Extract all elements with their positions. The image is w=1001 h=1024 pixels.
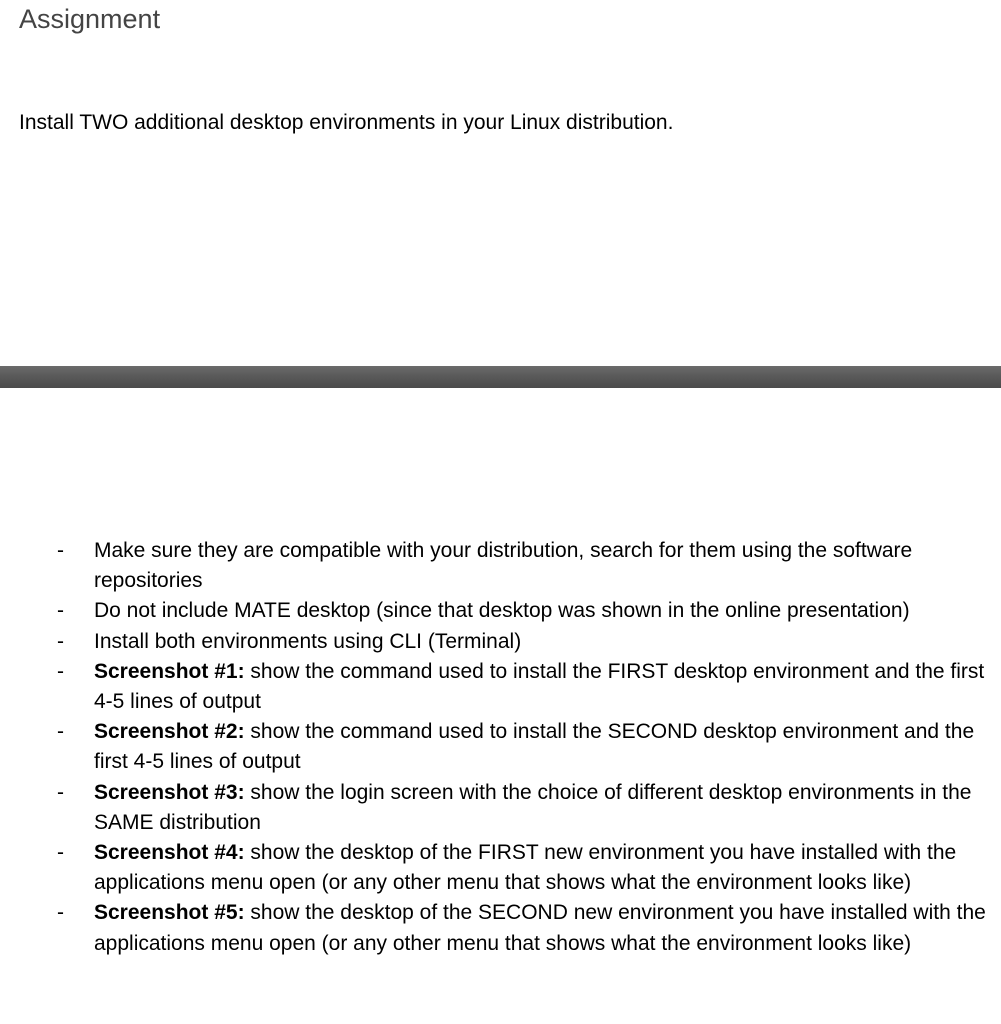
bullet-dash: - [57, 659, 64, 683]
list-item [0, 657, 1001, 717]
list-item-text: show the command used to install the FIRST desktop environment and the first 4-5 lines of output [94, 659, 985, 714]
list-item-label: Screenshot #4: [94, 841, 245, 865]
list-item-text: show the desktop of the FIRST new environment you have installed with the applications menu open (or any other menu that shows what the environment looks like) [94, 841, 957, 895]
bullet-dash: - [57, 539, 64, 562]
bullet-dash: - [57, 780, 64, 804]
section-divider [0, 366, 1001, 388]
list-item [0, 838, 1001, 898]
list-item-text: Make sure they are compatible with your distribution, search for them using the software repositories [94, 539, 913, 593]
requirements-list [0, 536, 1001, 959]
list-item [0, 717, 1001, 777]
bullet-dash: - [57, 599, 64, 623]
list-item-text: Do not include MATE desktop (since that desktop was shown in the online presentation) [94, 599, 910, 623]
list-item-label: Screenshot #2: [94, 720, 245, 744]
list-item-text: Install both environments using CLI (Terminal) [94, 629, 522, 653]
assignment-title: Assignment [19, 4, 161, 34]
assignment-intro: Install TWO additional desktop environments in your Linux distribution. [19, 111, 674, 134]
list-item [0, 778, 1001, 838]
list-item [0, 898, 1001, 958]
bullet-dash: - [57, 720, 64, 744]
list-item [0, 596, 1001, 626]
list-item-label: Screenshot #5: [94, 901, 245, 925]
list-item [0, 536, 1001, 596]
list-item-label: Screenshot #1: [94, 659, 245, 683]
bullet-dash: - [57, 841, 64, 865]
list-item-text: show the command used to install the SECOND desktop environment and the first 4-5 lines of output [94, 720, 975, 774]
list-item-text: show the desktop of the SECOND new environment you have installed with the applications menu open (or any other menu that shows what the environment looks like) [94, 901, 986, 955]
bullet-dash: - [57, 901, 64, 925]
bullet-dash: - [57, 629, 64, 653]
list-item-text: show the login screen with the choice of different desktop environments in the SAME distribution [94, 780, 972, 834]
list-item-label: Screenshot #3: [94, 780, 245, 804]
list-item [0, 627, 1001, 657]
